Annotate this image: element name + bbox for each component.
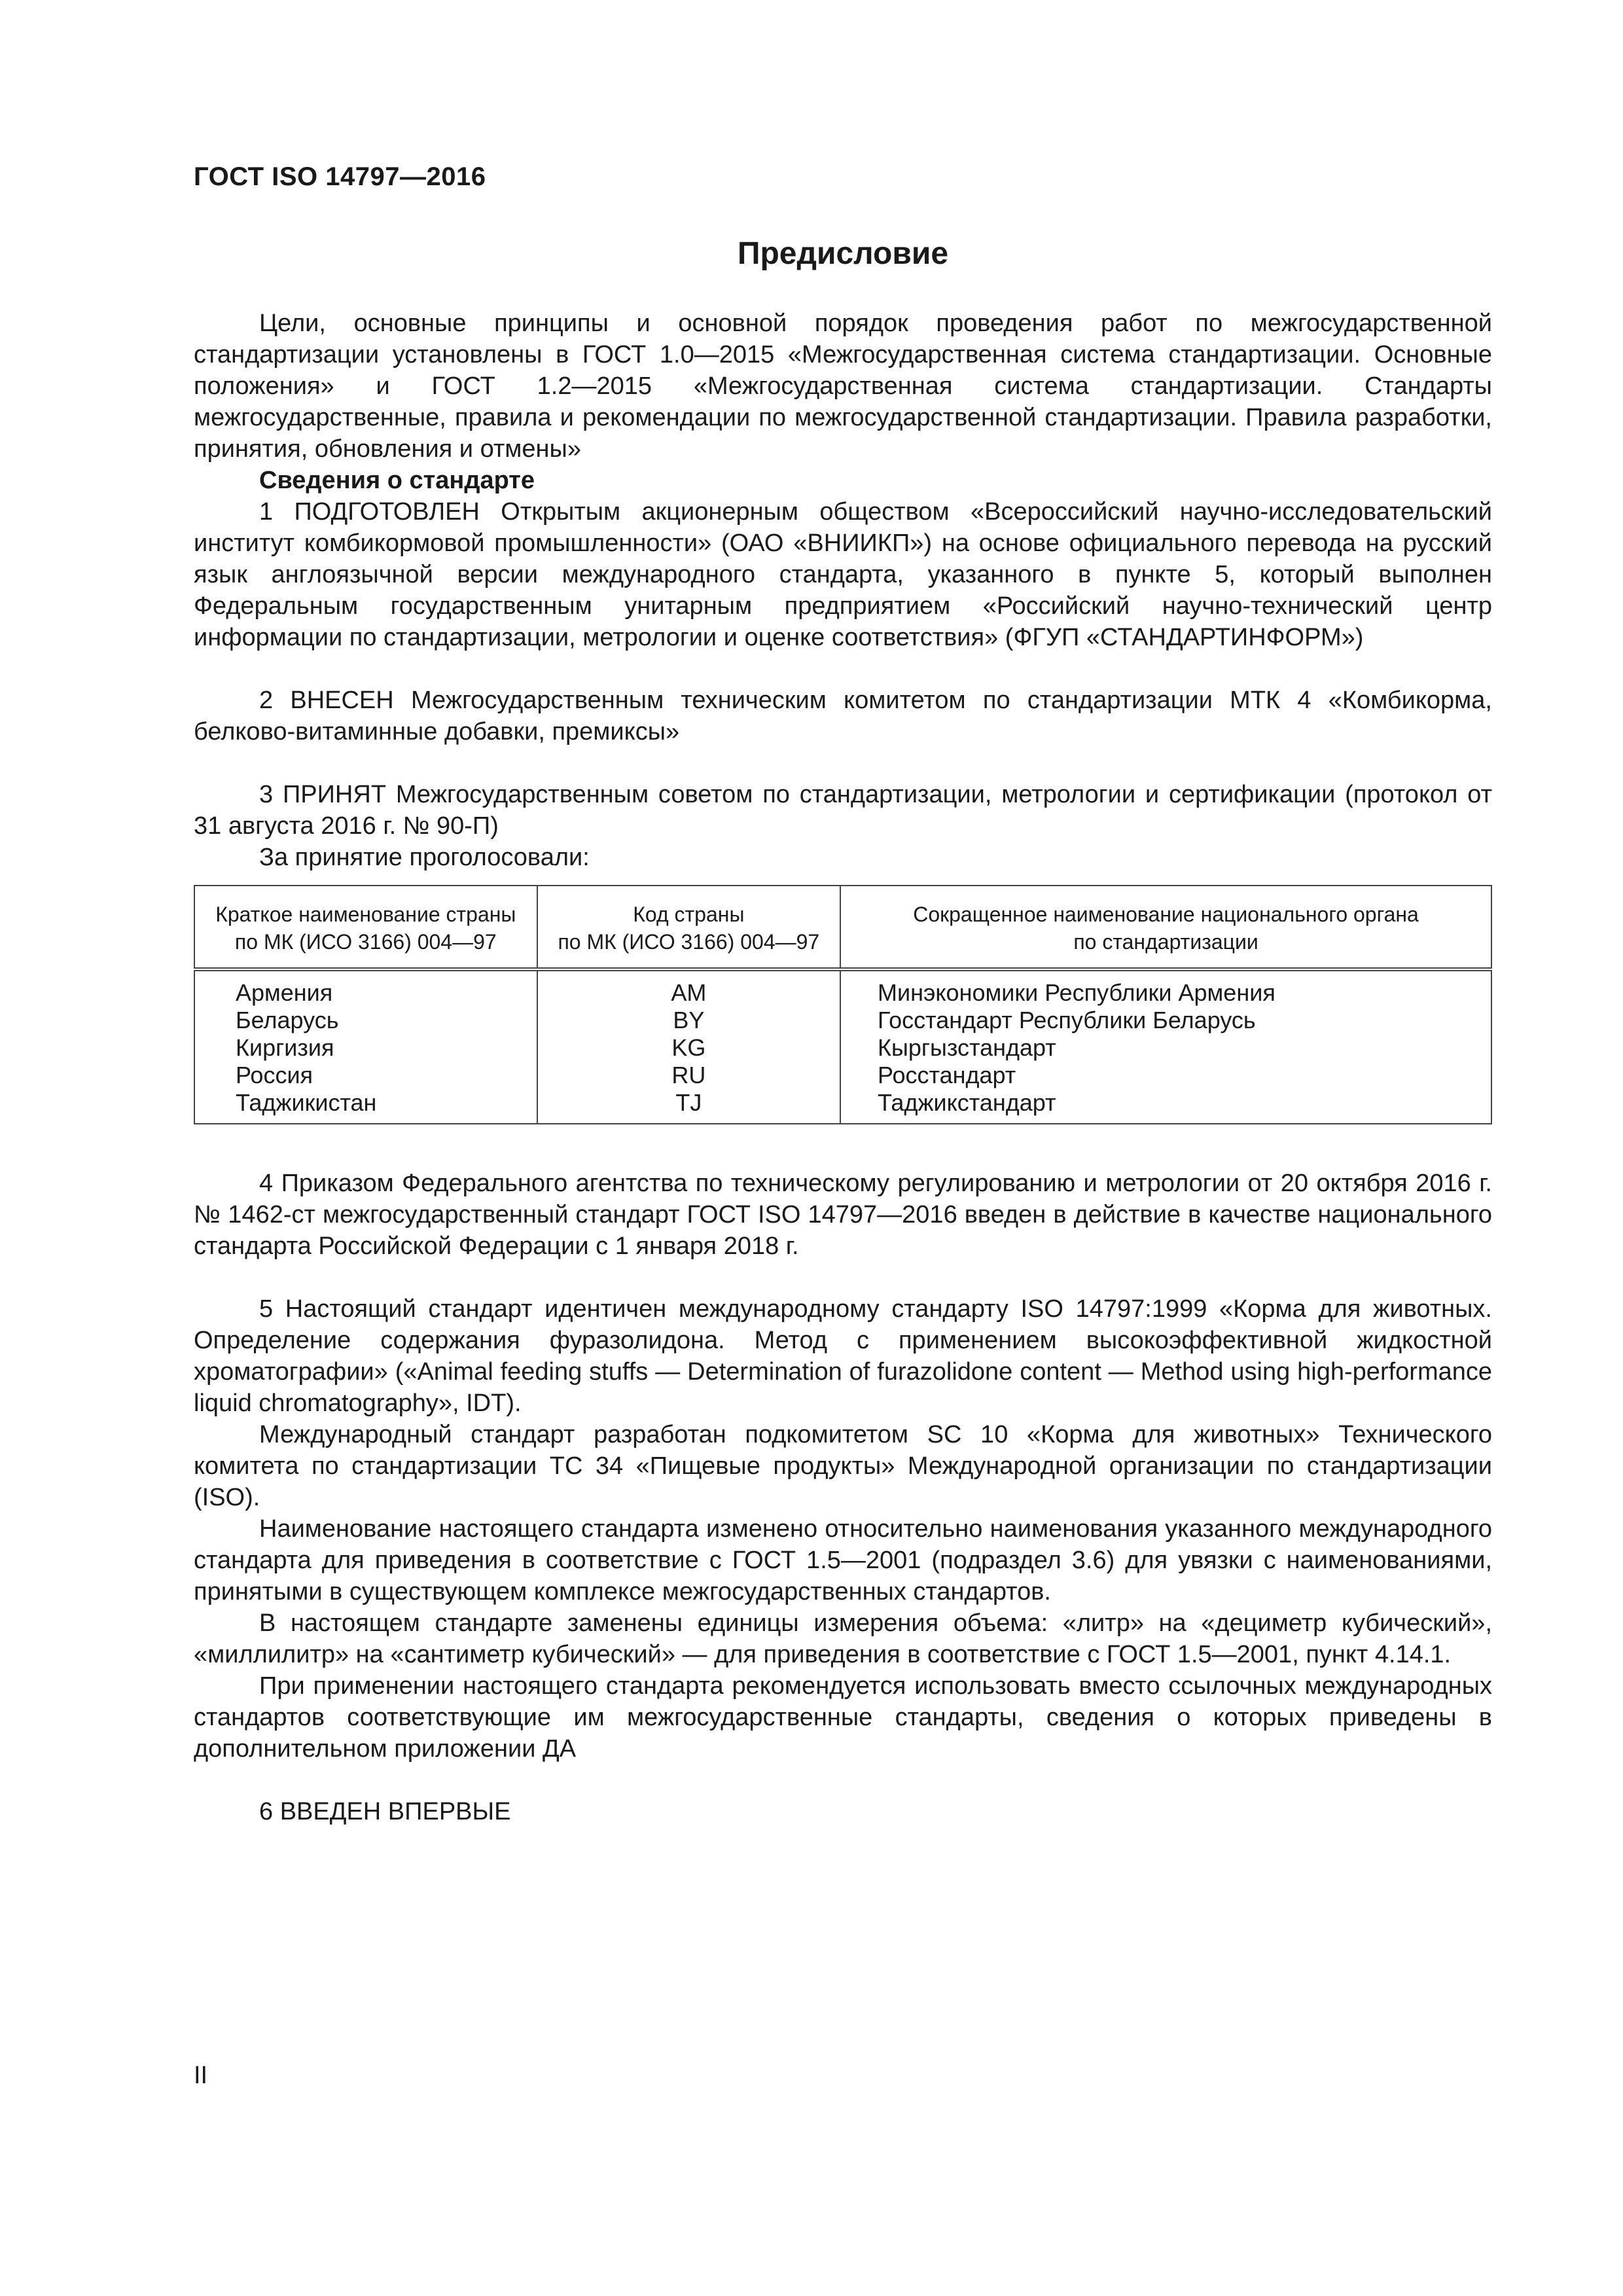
country-cell: Армения [194, 969, 537, 1007]
code-cell: BY [537, 1007, 840, 1034]
column-header-line: по стандартизации [1073, 930, 1258, 954]
country-cell: Таджикистан [194, 1089, 537, 1124]
document-body [194, 308, 1492, 1827]
column-header-line: Сокращенное наименование национального органа [913, 903, 1419, 926]
column-header-line: Краткое наименование страны [215, 903, 516, 926]
table-row [194, 969, 1491, 1007]
country-cell: Россия [194, 1062, 537, 1089]
body-cell: Росстандарт [840, 1062, 1491, 1089]
table-header-row [194, 886, 1491, 969]
column-header-body [840, 886, 1491, 969]
voting-table [194, 885, 1492, 1124]
column-header-line: по МК (ИСО 3166) 004—97 [558, 930, 820, 954]
item-5-paragraph-4: В настоящем стандарте заменены единицы измерения объема: «литр» на «дециметр кубический», «миллилитр» на «сантиметр кубический» — для приведения в соответствие с ГОСТ 1.5—2001, пункт 4.14.1. [194, 1609, 1492, 1668]
item-1-paragraph: 1 ПОДГОТОВЛЕН Открытым акционерным обществом «Всероссийский научно-исследовательский институт комбикормовой промышленности» (ОАО «ВНИИКП») на основе официального перевода на русский язык англоязычной версии международного стандарта, указанного в пункте 5, который выполнен Федеральным государственным унитарным предприятием «Российский научно-технический центр информации по стандартизации, метрологии и оценке соответствия» (ФГУП «СТАНДАРТИНФОРМ») [194, 498, 1492, 651]
page-number: II [194, 2062, 208, 2089]
table-row [194, 1007, 1491, 1034]
column-header-line: Код страны [633, 903, 745, 926]
item-5-paragraph-5: При применении настоящего стандарта рекомендуется использовать вместо ссылочных международных стандартов соответствующие им межгосударственные стандарты, сведения о которых приведены в дополнительном приложении ДА [194, 1672, 1492, 1763]
item-4-paragraph: 4 Приказом Федерального агентства по техническому регулированию и метрологии от 20 октября 2016 г. № 1462-ст межгосударственный стандарт ГОСТ ISO 14797—2016 введен в действие в качестве национального стандарта Российской Федерации с 1 января 2018 г. [194, 1170, 1492, 1260]
intro-paragraph: Цели, основные принципы и основной порядок проведения работ по межгосударственной стандартизации установлены в ГОСТ 1.0—2015 «Межгосударственная система стандартизации. Основные положения» и ГОСТ 1.2—2015 «Межгосударственная система стандартизации. Стандарты межгосударственные, правила и рекомендации по межгосударственной стандартизации. Правила разработки, принятия, обновления и отмены» [194, 310, 1492, 463]
item-2-paragraph: 2 ВНЕСЕН Межгосударственным техническим комитетом по стандартизации МТК 4 «Комбикорма, белково-витаминные добавки, премиксы» [194, 687, 1492, 745]
country-cell: Киргизия [194, 1034, 537, 1062]
column-header-country [194, 886, 537, 969]
body-cell: Таджикстандарт [840, 1089, 1491, 1124]
item-5-paragraph: 5 Настоящий стандарт идентичен международному стандарту ISO 14797:1999 «Корма для животных. Определение содержания фуразолидона. Метод с применением высокоэффективной жидкостной хроматографии» («Animal feeding stuffs — Determination of furazolidone content — Method using high-performance liquid chromatography», IDT). [194, 1295, 1492, 1417]
body-cell: Госстандарт Республики Беларусь [840, 1007, 1491, 1034]
body-cell: Кыргызстандарт [840, 1034, 1491, 1062]
code-cell: AM [537, 969, 840, 1007]
item-6-paragraph: 6 ВВЕДЕН ВПЕРВЫЕ [259, 1798, 511, 1825]
document-code-header: ГОСТ ISO 14797—2016 [194, 162, 486, 191]
section-subheading: Сведения о стандарте [259, 467, 535, 494]
item-5-paragraph-2: Международный стандарт разработан подкомитетом SC 10 «Корма для животных» Технического комитета по стандартизации ТС 34 «Пищевые продукты» Международной организации по стандартизации (ISO). [194, 1421, 1492, 1511]
table-row [194, 1089, 1491, 1124]
item-5-paragraph-3: Наименование настоящего стандарта изменено относительно наименования указанного международного стандарта для приведения в соответствие с ГОСТ 1.5—2001 (подраздел 3.6) для увязки с наименованиями, принятыми в существующем комплексе межгосударственных стандартов. [194, 1515, 1492, 1605]
body-cell: Минэкономики Республики Армения [840, 969, 1491, 1007]
code-cell: KG [537, 1034, 840, 1062]
column-header-line: по МК (ИСО 3166) 004—97 [234, 930, 497, 954]
vote-intro: За принятие проголосовали: [259, 844, 590, 871]
item-3-paragraph: 3 ПРИНЯТ Межгосударственным советом по стандартизации, метрологии и сертификации (протокол от 31 августа 2016 г. № 90-П) [194, 781, 1492, 840]
country-cell: Беларусь [194, 1007, 537, 1034]
code-cell: TJ [537, 1089, 840, 1124]
table-row [194, 1034, 1491, 1062]
code-cell: RU [537, 1062, 840, 1089]
column-header-code [537, 886, 840, 969]
table-row [194, 1062, 1491, 1089]
page-title: Предисловие [737, 236, 949, 271]
